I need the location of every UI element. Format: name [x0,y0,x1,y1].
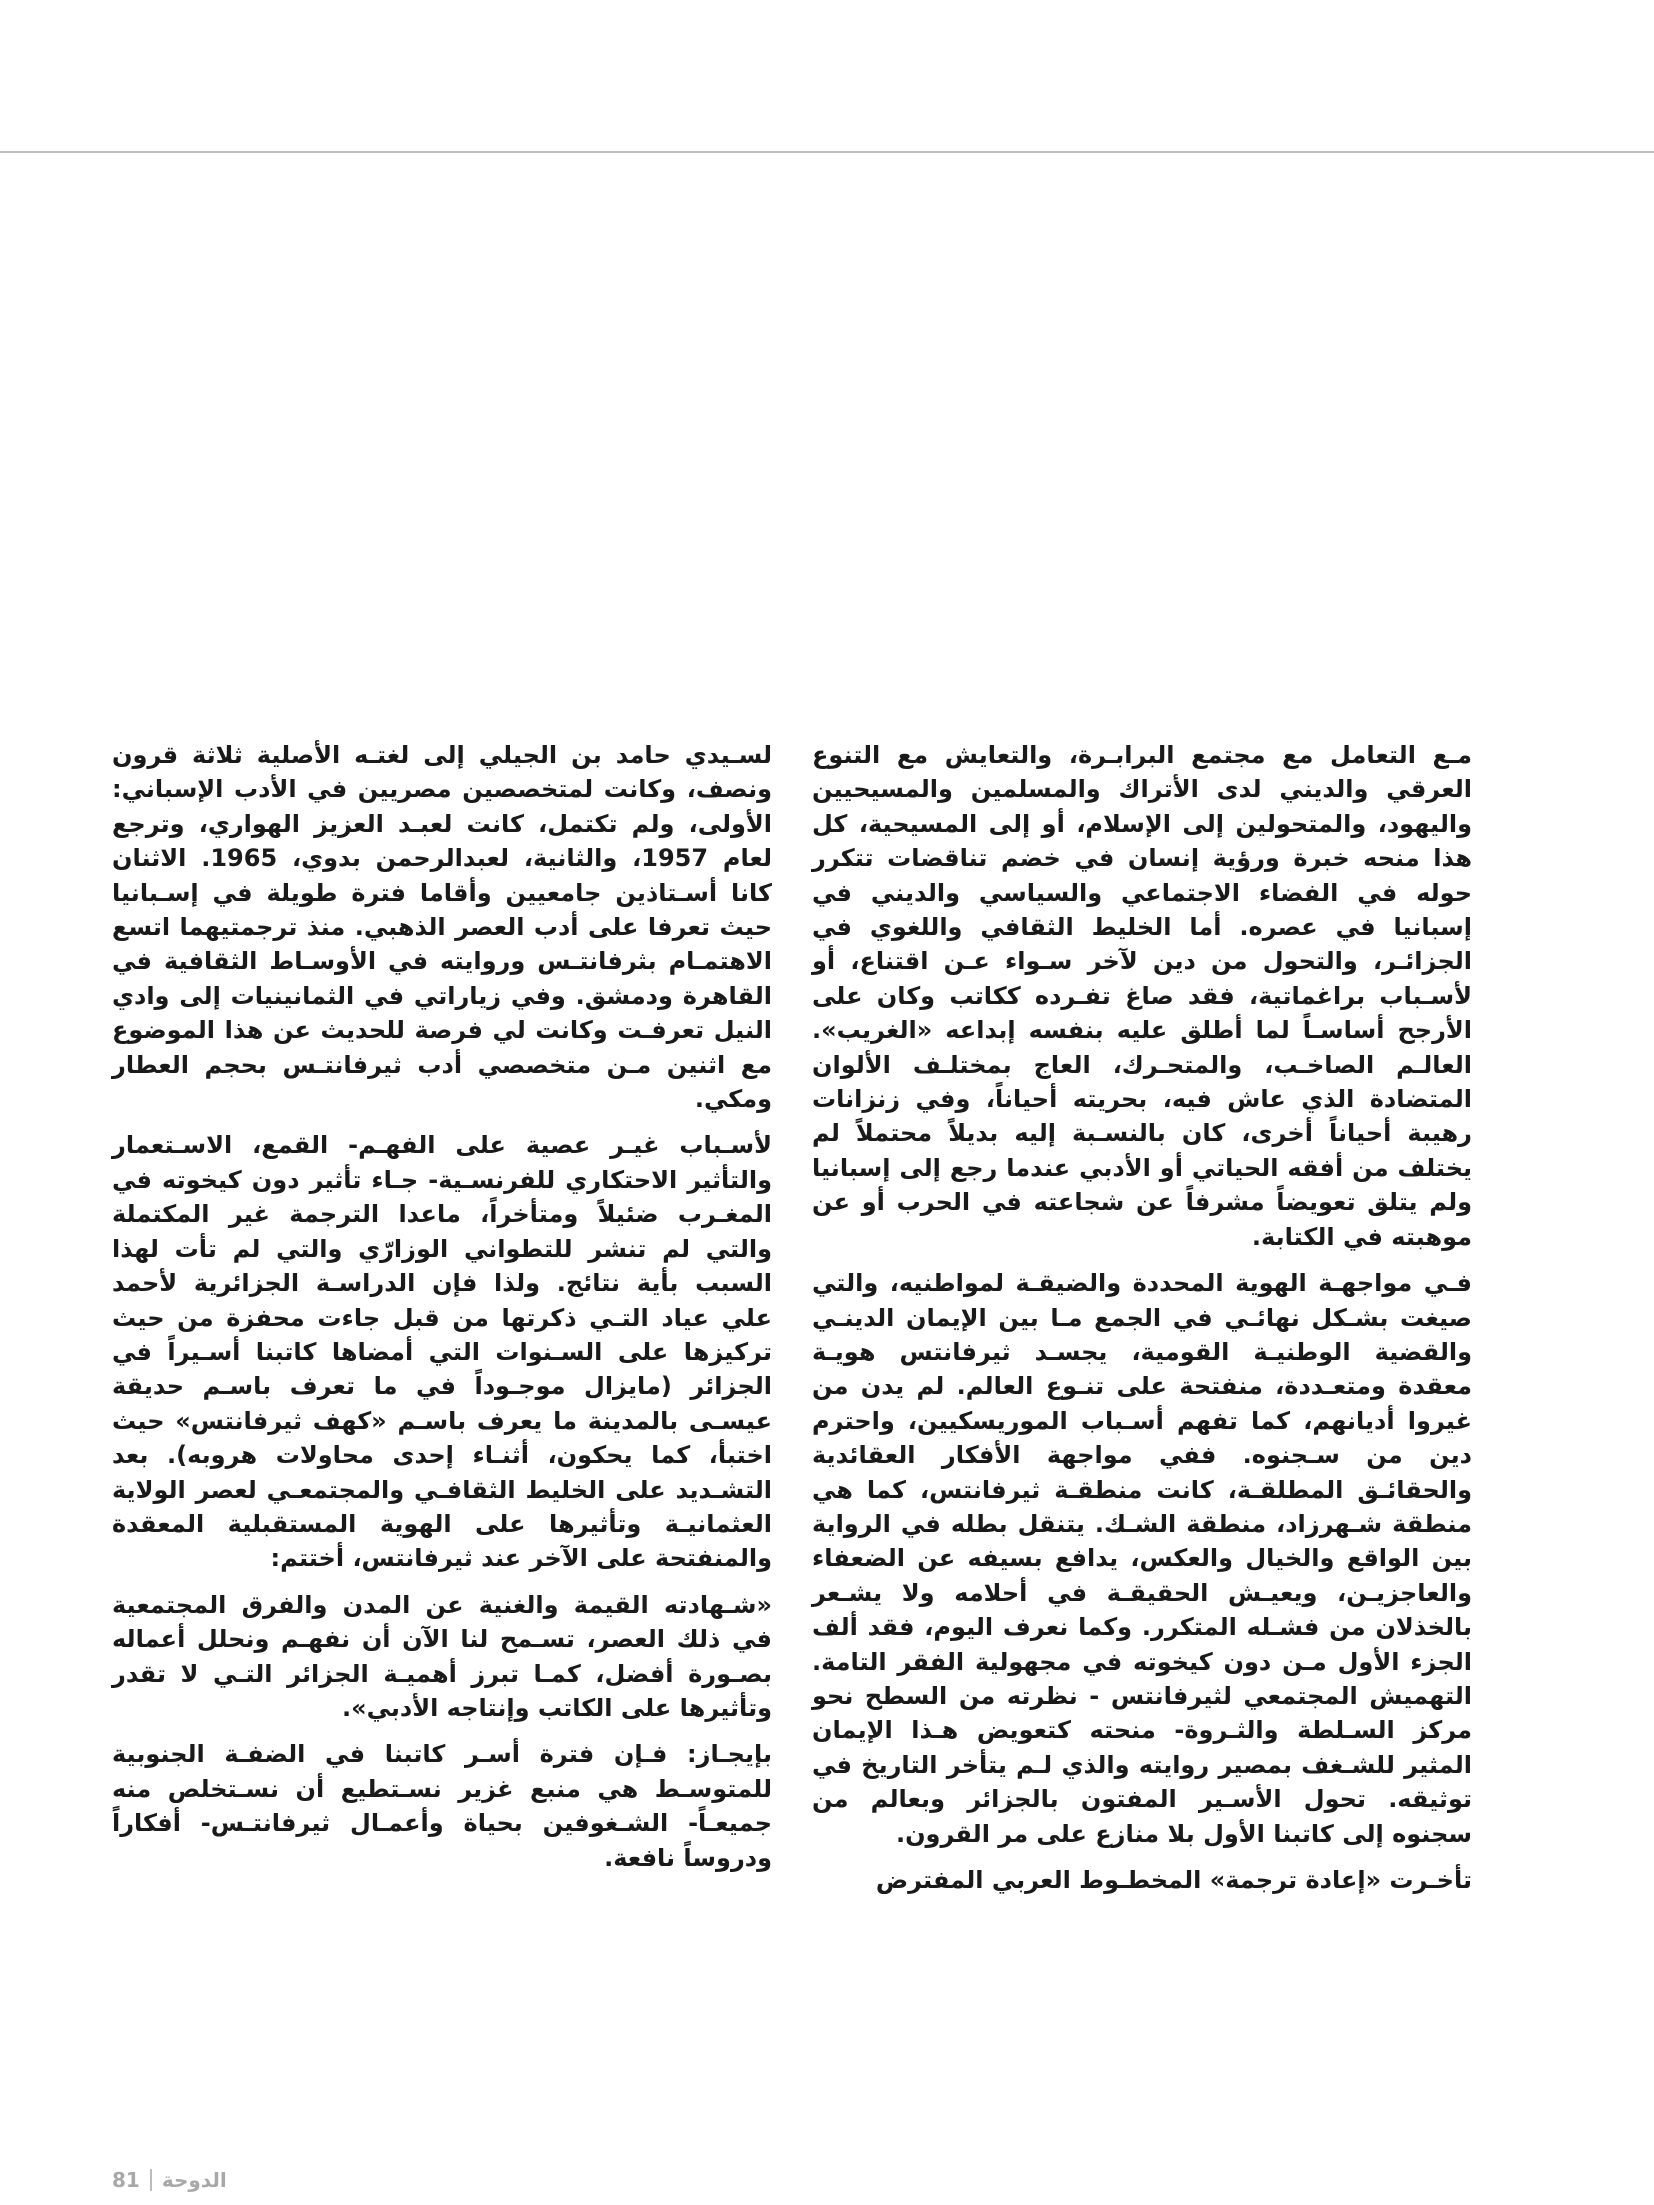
paragraph: لأسـباب غيـر عصية على الفهـم- القمع، الاسـتعمار والتأثير الاحتكاري للفرنسـية- جـاء تأثير دون كيخوته في المغـرب ضئيلاً ومتأخراً، ماعدا الترجمة غير المكتملة والتي لم تنشر للتطواني الوزارّي والتي لم تأت لهذا السبب بأية نتائج. ولذا فإن الدراسـة الجزائرية لأحمد علي عياد التـي ذكرتها من قبل جاءت محفزة من حيث تركيزها على السـنوات التي أمضاها كاتبنا أسـيراً في الجزائر (مايزال موجـوداً في ما تعرف باسـم حديقة عيسـى بالمدينة ما يعرف باسـم «كهف ثيرفانتس» حيث اختبأ، كما يحكون، أثنـاء إحدى محاولات هروبه). بعد التشـديد على الخليط الثقافـي والمجتمعـي لعصر الولاية العثمانيـة وتأثيرها على الهوية المستقبلية المعقدة والمنفتحة على الآخر عند ثيرفانتس، أختتم: [112,1131,772,1573]
top-divider [0,151,1654,153]
paragraph: بإيجـاز: فـإن فترة أسـر كاتبنا في الضفـة الجنوبية للمتوسـط هي منبع غزير نسـتطيع أن نسـتخلص منه جميعـاً- الشـغوفين بحياة وأعمـال ثيرفانتـس- أفكاراً ودروساً نافعة. [112,1740,772,1872]
footer-separator [150,2169,152,2191]
article-column-right [812,738,1472,1909]
paragraph: لسـيدي حامد بن الجيلي إلى لغتـه الأصلية ثلاثة قرون ونصف، وكانت لمتخصصين مصريين في الأدب الإسباني: الأولى، ولم تكتمل، كانت لعبـد العزيز الهواري، وترجع لعام 1957، والثانية، لعبدالرحمن بدوي، 1965. الاثنان كانا أسـتاذين جامعيين وأقاما فترة طويلة في إسـبانيا حيث تعرفا على أدب العصر الذهبي. منذ ترجمتيهما اتسع الاهتمـام بثرفانتـس وروايته في الأوسـاط الثقافية في القاهرة ودمشق. وفي زياراتي في الثمانينيات إلى وادي النيل تعرفـت وكانت لي فرصة للحديث عن هذا الموضوع مع اثنين مـن متخصصي أدب ثيرفانتـس بحجم العطار ومكي. [112,741,773,1114]
page-number: 81 [112,2168,140,2192]
paragraph: مـع التعامل مع مجتمع البرابـرة، والتعايش مع التنوع العرقي والديني لدى الأتراك والمسلمين والمسيحيين واليهود، والمتحولين إلى الإسلام، أو إلى المسيحية، كل هذا منحه خبرة ورؤية إنسان في خضم تناقضات تتكرر حوله في الفضاء الاجتماعي والسياسي والديني في إسبانيا في عصره. أما الخليط الثقافي واللغوي في الجزائـر، والتحول من دين لآخر سـواء عـن اقتناع، أو لأسـباب براغماتية، فقد صاغ تفـرده ككاتب وكان على الأرجح أساسـاً لما أطلق عليه بنفسه إبداعه «الغريب». العالـم الصاخـب، والمتحـرك، العاج بمختلـف الألوان المتضادة الذي عاش فيه، بحريته أحياناً، وفي زنزانات رهيبة أحياناً أخرى، كان بالنسـبة إليه بديلاً محتملاً لم يختلف من أفقه الحياتي أو الأدبي عندما رجع إلى إسبانيا ولم يتلق تعويضاً مشرفاً عن شجاعته في الحرب أو عن موهبته في الكتابة. [812,741,1472,1251]
page-footer [112,2168,227,2192]
paragraph: فـي مواجهـة الهوية المحددة والضيقـة لمواطنيه، والتي صيغت بشـكل نهائـي في الجمع مـا بين الإيمان الدينـي والقضية الوطنيـة القومية، يجسـد ثيرفانتس هويـة معقدة ومتعـددة، منفتحة على تنـوع العالم. لم يدن من غيروا أديانهم، كما تفهم أسـباب الموريسكيين، واحترم دين من سـجنوه. ففي مواجهة الأفكار العقائدية والحقائـق المطلقـة، كانت منطقـة ثيرفانتس، كما هي منطقة شـهرزاد، منطقة الشـك. يتنقل بطله في الرواية بين الواقع والخيال والعكس، يدافع بسيفه عن الضعفاء والعاجزيـن، ويعيـش الحقيقـة في أحلامه ولا يشـعر بالخذلان من فشـله المتكرر. وكما نعرف اليوم، فقد ألف الجزء الأول مـن دون كيخوته في مجهولية الفقر التامة. التهميش المجتمعي لثيرفانتس - نظرته من السطح نحو مركز السـلطة والثـروة- منحته كتعويض هـذا الإيمان المثير للشـغف بمصير روايته والذي لـم يتأخر التاريخ في توثيقه. تحول الأسـير المفتون بالجزائر وبعالم من سجنوه إلى كاتبنا الأول بلا منازع على مر القرون. [812,1269,1472,1848]
paragraph: «شـهادته القيمة والغنية عن المدن والفرق المجتمعية في ذلك العصر، تسـمح لنا الآن أن نفهـم ونحلل أعماله بصـورة أفضل، كمـا تبرز أهميـة الجزائر التـي لا تقدر وتأثيرها على الكاتب وإنتاجه الأدبي». [112,1590,772,1722]
paragraph: تأخـرت «إعادة ترجمة» المخطـوط العربي المفترض [875,1866,1472,1894]
magazine-name: الدوحة [161,2168,227,2192]
article-column-left [112,738,772,1887]
